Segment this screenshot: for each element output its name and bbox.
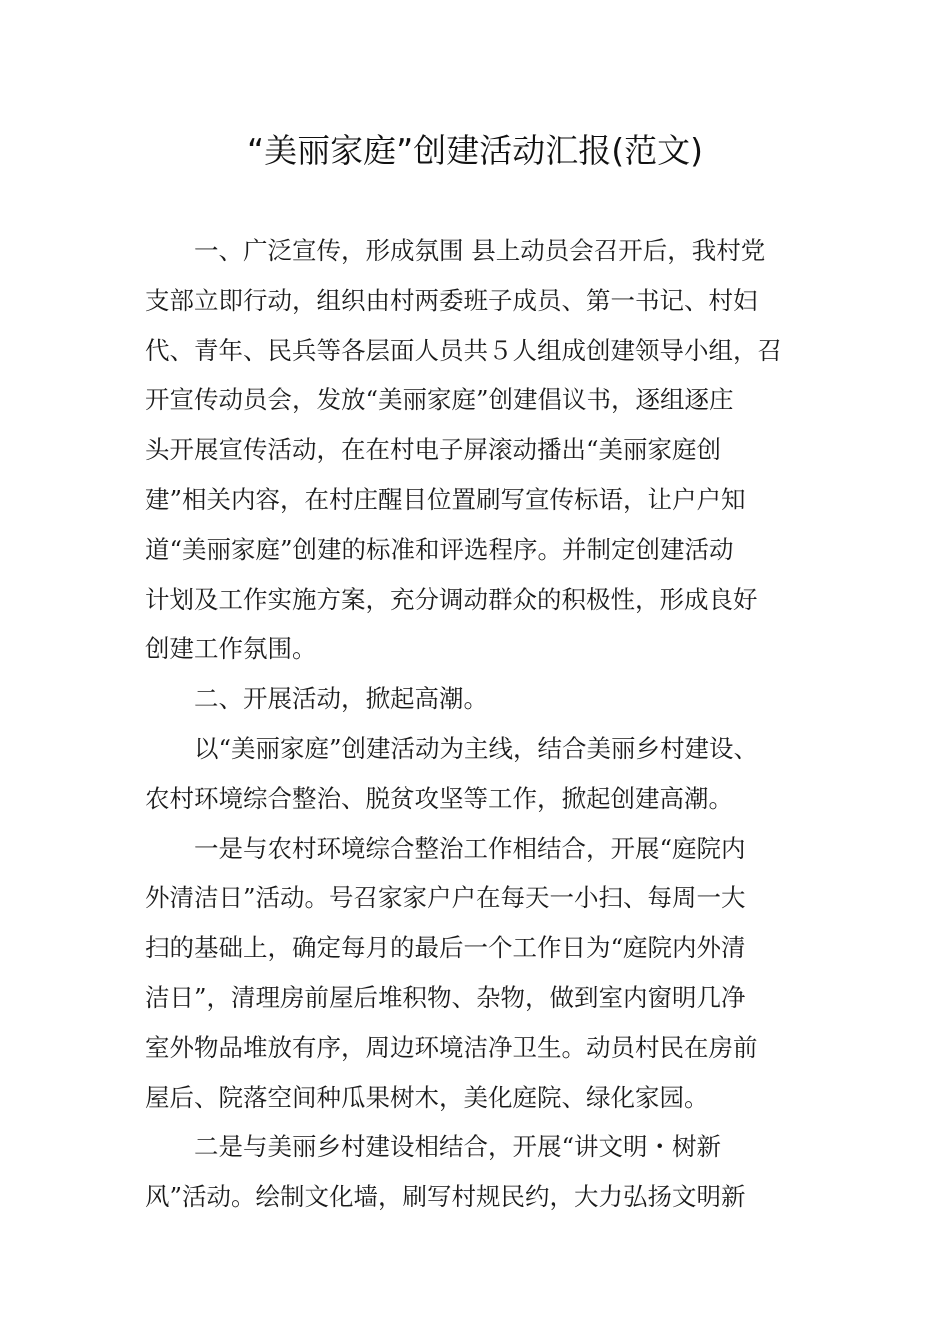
paragraph-line: 二是与美丽乡村建设相结合，开展“讲文明・树新 <box>194 1132 722 1162</box>
document-title: “美丽家庭”创建活动汇报(范文) <box>247 131 703 170</box>
paragraph-line: 一、广泛宣传，形成氛围 县上动员会召开后，我村党 <box>194 236 766 265</box>
document-body <box>145 226 835 1222</box>
paragraph-line: 外清洁日”活动。号召家家户户在每天一小扫、每周一大 <box>145 883 746 913</box>
paragraph-line: 道“美丽家庭”创建的标准和评选程序。并制定创建活动 <box>145 534 734 564</box>
paragraph-line: 建”相关内容，在村庄醒目位置刷写宣传标语，让户户知 <box>145 484 746 514</box>
paragraph-line: 代、青年、民兵等各层面人员共５人组成创建领导小组，召 <box>145 335 782 365</box>
section-heading: 二、开展活动，掀起高潮。 <box>194 684 488 714</box>
paragraph-line: 扫的基础上，确定每月的最后一个工作日为“庭院内外清 <box>145 933 746 963</box>
paragraph-line: 以“美丽家庭”创建活动为主线，结合美丽乡村建设、 <box>194 733 759 763</box>
paragraph-line: 风”活动。绘制文化墙，刷写村规民约，大力弘扬文明新 <box>145 1182 746 1212</box>
paragraph-line: 头开展宣传活动，在在村电子屏滚动播出“美丽家庭创 <box>145 435 722 465</box>
paragraph-line: 洁日”，清理房前屋后堆积物、杂物，做到室内窗明几净 <box>145 982 746 1012</box>
paragraph-line: 农村环境综合整治、脱贫攻坚等工作，掀起创建高潮。 <box>145 783 733 813</box>
paragraph-line: 开宣传动员会，发放“美丽家庭”创建倡议书，逐组逐庄 <box>145 385 734 415</box>
paragraph-line: 计划及工作实施方案，充分调动群众的积极性，形成良好 <box>145 584 758 614</box>
paragraph-line: 一是与农村环境综合整治工作相结合，开展“庭院内 <box>194 833 746 863</box>
paragraph-line: 创建工作氛围。 <box>145 634 317 664</box>
paragraph-line: 屋后、院落空间种瓜果树木，美化庭院、绿化家园。 <box>145 1082 709 1112</box>
paragraph-line: 室外物品堆放有序，周边环境洁净卫生。动员村民在房前 <box>145 1032 758 1062</box>
paragraph-line: 支部立即行动，组织由村两委班子成员、第一书记、村妇 <box>145 285 758 315</box>
